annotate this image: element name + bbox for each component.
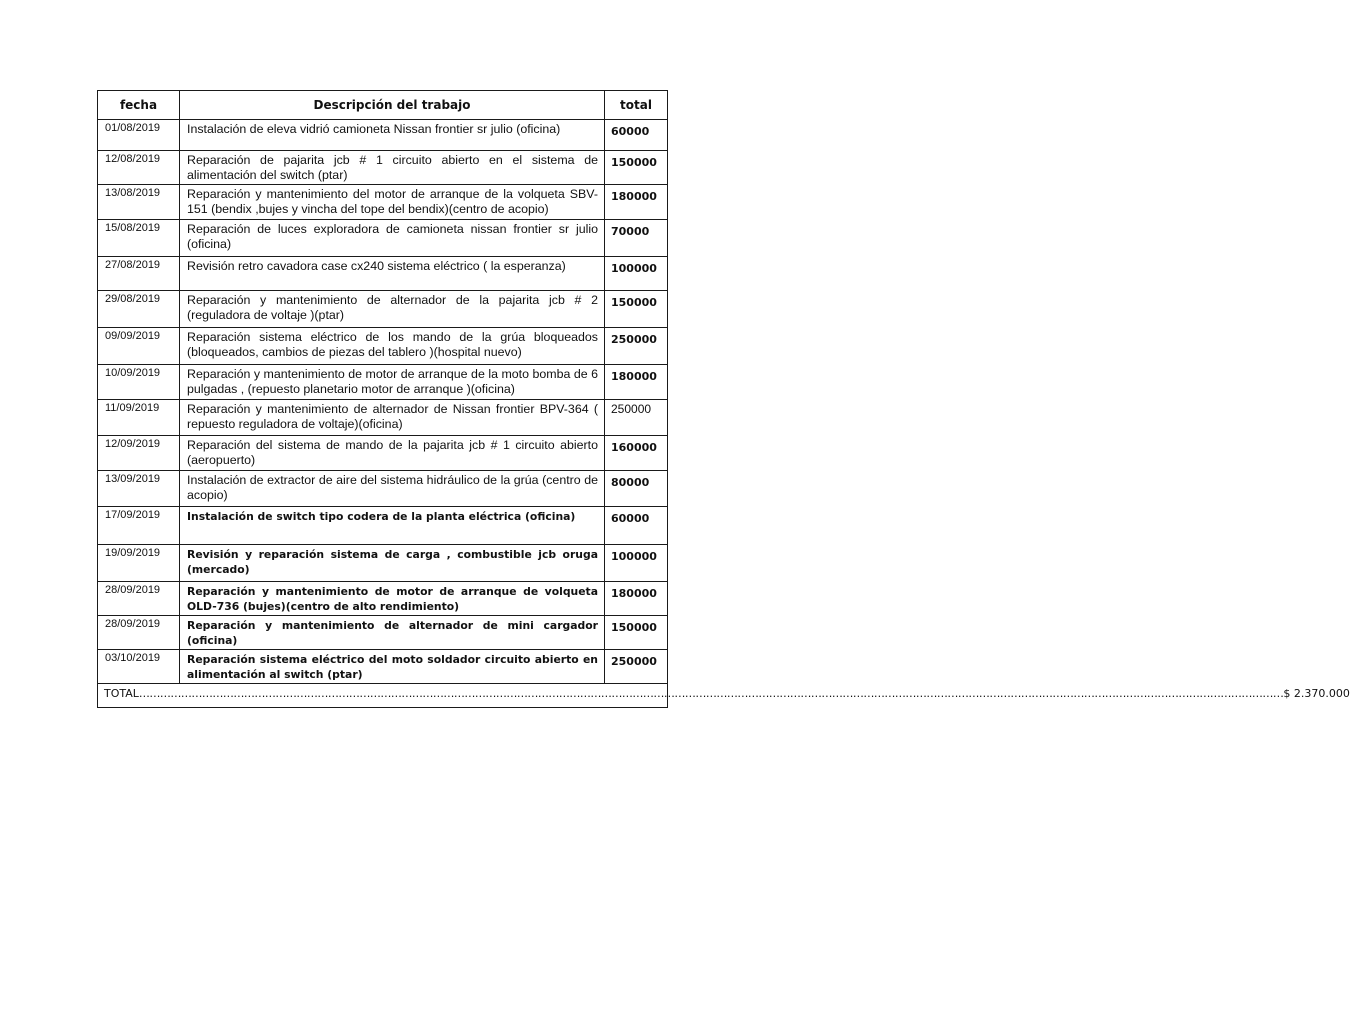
row-description: Reparación y mantenimiento de alternador de mini cargador (oficina) <box>180 616 605 650</box>
table-row <box>98 471 668 507</box>
table-row <box>98 436 668 471</box>
leader-dots: ………………………………………………………………………………………………………………………………………………………………………………………………………………………………………………………………………………………………… <box>138 687 1284 700</box>
header-row <box>98 91 668 120</box>
row-description: Instalación de extractor de aire del sistema hidráulico de la grúa (centro de acopio) <box>180 471 605 507</box>
row-total: 150000 <box>605 291 668 328</box>
row-total: 250000 <box>605 328 668 365</box>
row-description: Reparación y mantenimiento de alternador de Nissan frontier BPV-364 ( repuesto reguladora de voltaje)(oficina) <box>180 400 605 436</box>
row-description: Reparación del sistema de mando de la pajarita jcb # 1 circuito abierto (aeropuerto) <box>180 436 605 471</box>
row-date: 12/08/2019 <box>98 151 180 185</box>
grand-total-cell <box>98 684 1350 708</box>
grand-total-row <box>98 684 668 708</box>
row-date: 09/09/2019 <box>98 328 180 365</box>
row-date: 03/10/2019 <box>98 650 180 684</box>
row-total: 180000 <box>605 582 668 616</box>
table-row <box>98 328 668 365</box>
row-total: 100000 <box>605 257 668 291</box>
row-description: Reparación de luces exploradora de camioneta nissan frontier sr julio (oficina) <box>180 220 605 257</box>
row-date: 15/08/2019 <box>98 220 180 257</box>
row-date: 13/09/2019 <box>98 471 180 507</box>
row-total: 70000 <box>605 220 668 257</box>
row-date: 19/09/2019 <box>98 545 180 582</box>
row-description: Reparación y mantenimiento de motor de arranque de la moto bomba de 6 pulgadas , (repuesto planetario motor de arranque )(oficina) <box>180 365 605 400</box>
header-total: total <box>605 91 668 120</box>
table-row <box>98 582 668 616</box>
table-row <box>98 365 668 400</box>
row-date: 13/08/2019 <box>98 185 180 220</box>
header-date: fecha <box>98 91 180 120</box>
table-row <box>98 545 668 582</box>
row-date: 27/08/2019 <box>98 257 180 291</box>
row-description: Reparación y mantenimiento de alternador de la pajarita jcb # 2 (reguladora de voltaje )(ptar) <box>180 291 605 328</box>
header-description: Descripción del trabajo <box>180 91 605 120</box>
row-total: 180000 <box>605 365 668 400</box>
work-log-table <box>97 90 1350 708</box>
row-total: 180000 <box>605 185 668 220</box>
row-total: 250000 <box>605 400 668 436</box>
row-description: Instalación de eleva vidrió camioneta Nissan frontier sr julio (oficina) <box>180 120 605 151</box>
row-total: 160000 <box>605 436 668 471</box>
row-total: 150000 <box>605 616 668 650</box>
row-description: Reparación sistema eléctrico del moto soldador circuito abierto en alimentación al switch (ptar) <box>180 650 605 684</box>
row-total: 250000 <box>605 650 668 684</box>
table-row <box>98 220 668 257</box>
row-date: 29/08/2019 <box>98 291 180 328</box>
table-row <box>98 616 668 650</box>
row-total: 60000 <box>605 507 668 545</box>
row-total: 60000 <box>605 120 668 151</box>
row-description: Reparación y mantenimiento del motor de arranque de la volqueta SBV-151 (bendix ,bujes y vincha del tope del bendix)(centro de acopio) <box>180 185 605 220</box>
row-total: 150000 <box>605 151 668 185</box>
table-row <box>98 185 668 220</box>
row-total: 100000 <box>605 545 668 582</box>
row-date: 28/09/2019 <box>98 616 180 650</box>
row-date: 11/09/2019 <box>98 400 180 436</box>
row-date: 17/09/2019 <box>98 507 180 545</box>
table-row <box>98 257 668 291</box>
row-date: 28/09/2019 <box>98 582 180 616</box>
grand-total-amount: $ 2.370.000 <box>1283 687 1350 700</box>
row-description: Reparación sistema eléctrico de los mando de la grúa bloqueados (bloqueados, cambios de piezas del tablero )(hospital nuevo) <box>180 328 605 365</box>
table-row <box>98 151 668 185</box>
row-date: 01/08/2019 <box>98 120 180 151</box>
row-description: Reparación y mantenimiento de motor de arranque de volqueta OLD-736 (bujes)(centro de alto rendimiento) <box>180 582 605 616</box>
table-row <box>98 120 668 151</box>
row-date: 12/09/2019 <box>98 436 180 471</box>
row-total: 80000 <box>605 471 668 507</box>
table-row <box>98 507 668 545</box>
row-description: Revisión retro cavadora case cx240 sistema eléctrico ( la esperanza) <box>180 257 605 291</box>
row-description: Revisión y reparación sistema de carga , combustible jcb oruga (mercado) <box>180 545 605 582</box>
grand-total-label: TOTAL <box>104 687 139 700</box>
row-date: 10/09/2019 <box>98 365 180 400</box>
row-description: Instalación de switch tipo codera de la planta eléctrica (oficina) <box>180 507 605 545</box>
table-row <box>98 400 668 436</box>
row-description: Reparación de pajarita jcb # 1 circuito abierto en el sistema de alimentación del switch (ptar) <box>180 151 605 185</box>
table-row <box>98 650 668 684</box>
table-row <box>98 291 668 328</box>
